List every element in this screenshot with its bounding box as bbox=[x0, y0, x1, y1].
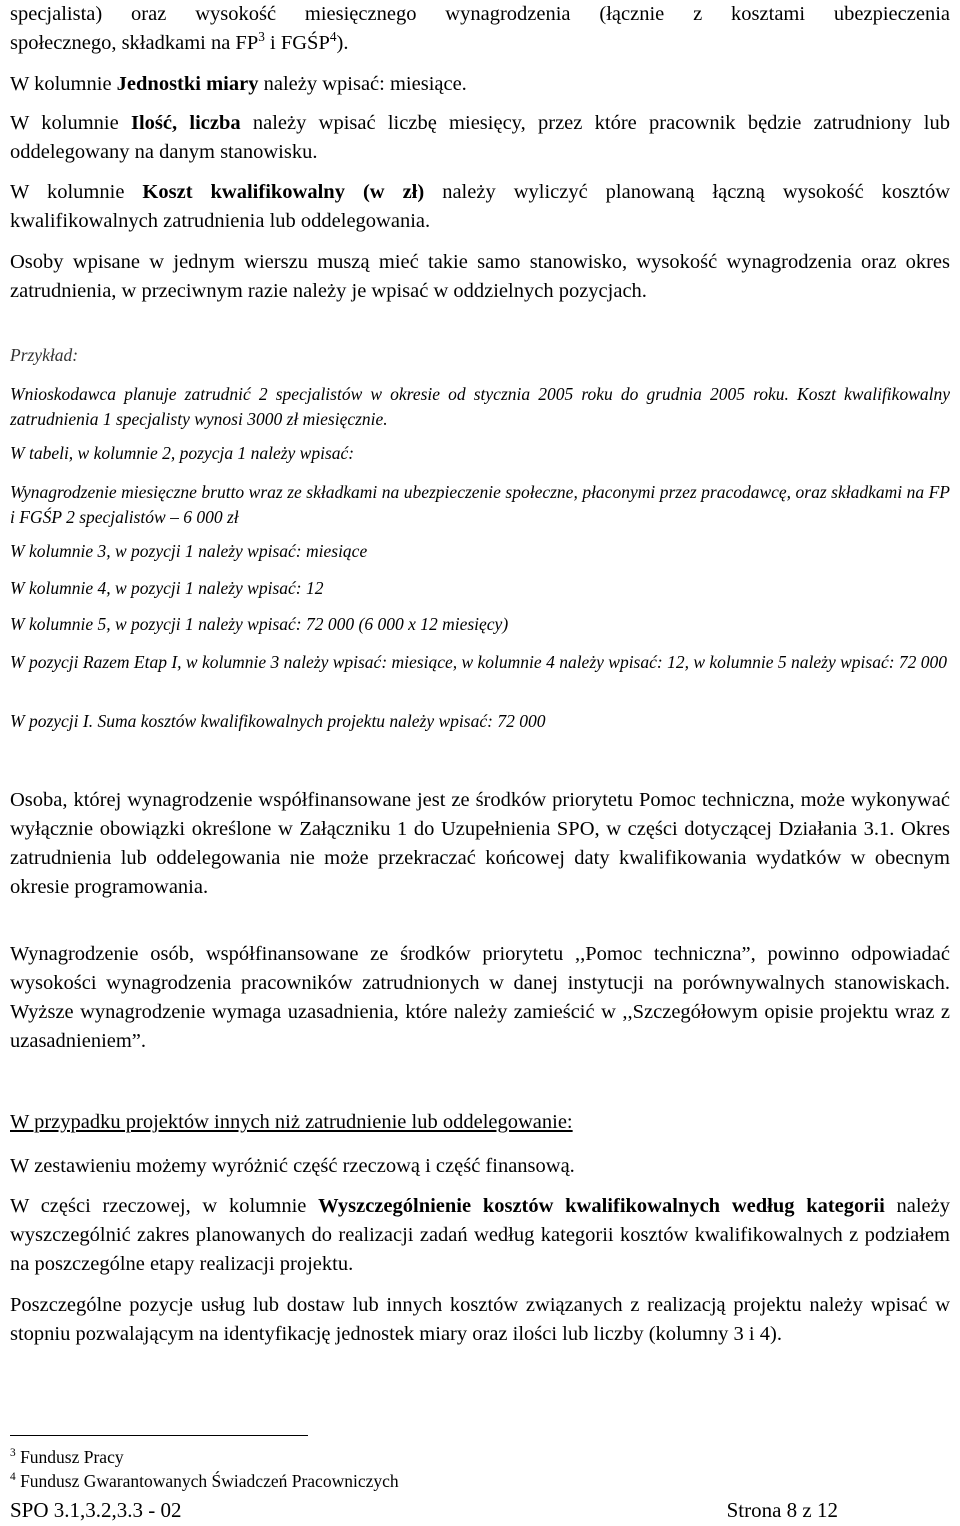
paragraph-koszt-kwalifikowalny: W kolumnie Koszt kwalifikowalny (w zł) należy wyliczyć planowaną łączną wysokość kosztów kwalifikowalnych zatrudnienia lub oddelegowania. bbox=[10, 181, 951, 232]
text-line: społecznego, składkami na $FP^3$ i FGŚP$^4$). bbox=[10, 29, 349, 54]
paragraph-pomoc-techniczna: Osoba, której wynagrodzenie współfinansowane jest ze środków priorytetu Pomoc techniczna, może wykonywać wyłącznie obowiązki określone w Załączniku 1 do Uzupełnienia SPO, w części dotyczącej Działania 3.1. Okres zatrudnienia lub oddelegowania nie może przekraczać końcowej daty kwalifikowania wydatków w obecnym okresie programowania. bbox=[10, 789, 950, 898]
example-wage: Wynagrodzenie miesięczne brutto wraz ze składkami na ubezpieczenie społeczne, płaconymi przez pracodawcę, oraz składkami na FP i FGŚP 2 specjalistów – 6 000 zł bbox=[10, 482, 950, 527]
page-number: Strona 8 z 12 bbox=[726, 1498, 838, 1522]
footnote-ref-3: 3 bbox=[258, 29, 265, 45]
paragraph-zestawienie: W zestawieniu możemy wyróżnić część rzeczową i część finansową. bbox=[10, 1155, 575, 1177]
example-column-3: W kolumnie 3, w pozycji 1 należy wpisać: miesiące bbox=[10, 541, 368, 561]
paragraph-pozycje-uslug: Poszczególne pozycje usług lub dostaw lub innych kosztów związanych z realizacją projektu należy wpisać w stopniu pozwalającym na identyfikację jednostek miary oraz ilości lub liczby (kolumny 3 i 4). bbox=[10, 1294, 950, 1345]
example-intro: Wnioskodawca planuje zatrudnić 2 specjalistów w okresie od stycznia 2005 roku do grudnia 2005 roku. Koszt kwalifikowalny zatrudnienia 1 specjalisty wynosi 3000 zł miesięcznie. bbox=[10, 384, 950, 429]
text-line: specjalista) oraz wysokość miesięcznego wynagrodzenia (łącznie z kosztami ubezpieczenia bbox=[10, 3, 950, 25]
footnote-4: $^4$ Fundusz Gwarantowanych Świadczeń Pracowniczych bbox=[10, 1471, 399, 1491]
paragraph-czesc-rzeczowa: W części rzeczowej, w kolumnie Wyszczególnienie kosztów kwalifikowalnych według kategorii należy wyszczególnić zakres planowanych do realizacji zadań według kategorii kosztów kwalifikowalnych z podziałem na poszczególne etapy realizacji projektu. bbox=[10, 1195, 950, 1275]
example-table-intro: W tabeli, w kolumnie 2, pozycja 1 należy wpisać: bbox=[10, 443, 355, 463]
footnote-separator bbox=[10, 1435, 308, 1436]
document-code: SPO 3.1,3.2,3.3 - 02 bbox=[10, 1498, 182, 1522]
paragraph-ilosc-liczba: W kolumnie Ilość, liczba należy wpisać liczbę miesięcy, przez które pracownik będzie zatrudniony lub oddelegowany na danym stanowisku. bbox=[10, 112, 950, 163]
example-razem-etap: W pozycji Razem Etap I, w kolumnie 3 należy wpisać: miesiące, w kolumnie 4 należy wpisać: 12, w kolumnie 5 należy wpisać: 72 000 bbox=[10, 652, 948, 672]
paragraph-jednostki-miary: W kolumnie Jednostki miary należy wpisać: miesiące. bbox=[10, 73, 467, 95]
example-suma-kosztow: W pozycji I. Suma kosztów kwalifikowalnych projektu należy wpisać: 72 000 bbox=[10, 711, 546, 731]
paragraph-intro-continuation bbox=[10, 0, 950, 58]
section-heading: W przypadku projektów innych niż zatrudnienie lub oddelegowanie: bbox=[10, 1111, 573, 1133]
footnote-3: $^3$ Fundusz Pracy bbox=[10, 1447, 124, 1467]
example-column-5: W kolumnie 5, w pozycji 1 należy wpisać: 72 000 (6 000 x 12 miesięcy) bbox=[10, 614, 509, 634]
footnote-ref-4: 4 bbox=[329, 29, 337, 45]
paragraph-osoby-wpisane: Osoby wpisane w jednym wierszu muszą mieć takie samo stanowisko, wysokość wynagrodzenia oraz okres zatrudnienia, w przeciwnym razie należy je wpisać w oddzielnych pozycjach. bbox=[10, 251, 950, 302]
page-footer bbox=[10, 1497, 850, 1523]
paragraph-wynagrodzenie-osob: Wynagrodzenie osób, współfinansowane ze środków priorytetu ,,Pomoc techniczna”, powinno odpowiadać wysokości wynagrodzenia pracowników zatrudnionych w danej instytucji na porównywalnych stanowiskach. Wyższe wynagrodzenie wymaga uzasadnienia, które należy zamieścić w ,,Szczegółowym opisie projektu wraz z uzasadnieniem”. bbox=[10, 943, 950, 1052]
example-column-4: W kolumnie 4, w pozycji 1 należy wpisać: 12 bbox=[10, 578, 324, 598]
example-label: Przykład: bbox=[10, 345, 79, 365]
